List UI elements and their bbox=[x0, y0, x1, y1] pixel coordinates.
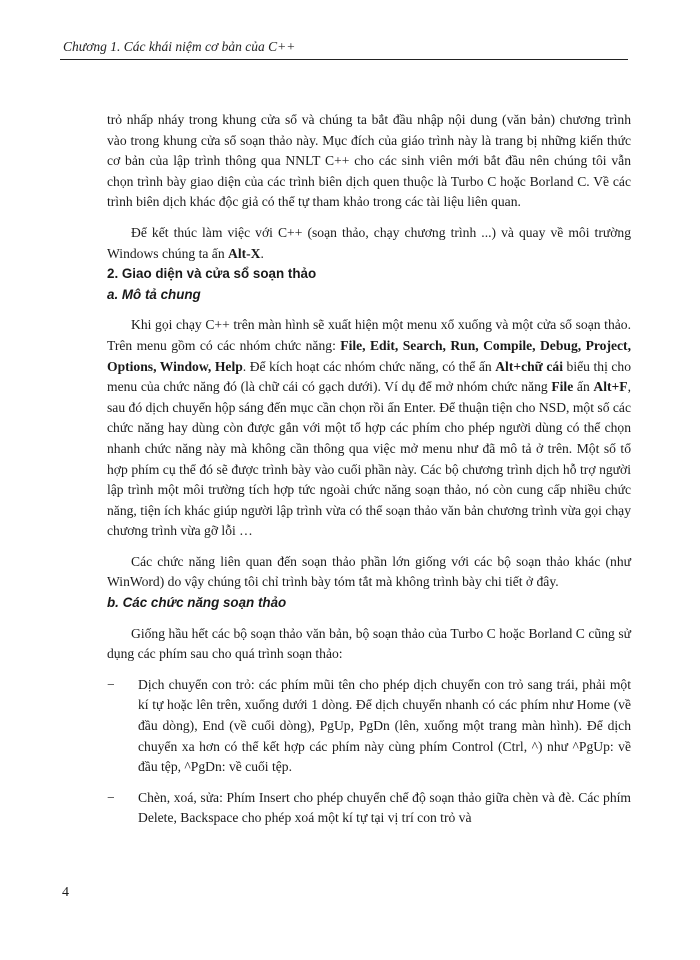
key-combination: Alt+F bbox=[593, 379, 628, 395]
page-number: 4 bbox=[62, 885, 69, 900]
menu-group-list: File, Edit, Search, Run, Compile, Debug, Project, Options, Window, Help bbox=[107, 337, 631, 374]
page-body bbox=[107, 110, 631, 829]
key-combination: Alt-X bbox=[228, 245, 261, 261]
paragraph-text: Khi gọi chạy C++ trên màn hình sẽ xuất hiện một menu xổ xuống và một cửa sổ soạn thảo. Trên menu gồm có các nhóm chức năng: bbox=[107, 317, 631, 353]
header-rule bbox=[60, 59, 628, 60]
menu-name: File bbox=[551, 379, 574, 395]
paragraph-text: Để kết thúc làm việc với C++ (soạn thảo, chạy chương trình ...) và quay về môi trường Windows chúng ta ấn bbox=[107, 224, 631, 261]
editing-keys-list bbox=[107, 675, 631, 829]
list-item bbox=[107, 675, 631, 778]
list-item-text: Chèn, xoá, sửa: Phím Insert cho phép chuyển chế độ soạn thảo giữa chèn và đè. Các phím Delete, Backspace cho phép xoá một kí tự tại vị trí con trỏ và bbox=[138, 789, 631, 826]
dash-bullet: − bbox=[107, 789, 115, 805]
section-heading: 2. Giao diện và cửa sổ soạn thảo bbox=[107, 266, 317, 282]
paragraph-continuation: trỏ nhấp nháy trong khung cửa sổ và chúng ta bắt đầu nhập nội dung (văn bản) chương trình vào trong khung cửa sổ soạn thảo này. Mục đích của giáo trình này là trang bị những kiến thức cơ bản của lập trình thông qua NNLT C++ cho các sinh viên mới bắt đầu nên chúng tôi vẫn chọn trình bày giao diện của các trình biên dịch quen thuộc là Turbo C hoặc Borland C. Về các trình biên dịch khác độc giả có thể tự tham khảo trong các tài liệu liên quan. bbox=[107, 112, 631, 210]
subsection-heading-a: a. Mô tả chung bbox=[107, 286, 201, 302]
paragraph-editing-summary: Các chức năng liên quan đến soạn thảo phần lớn giống với các bộ soạn thảo khác (như WinWord) do vậy chúng tôi chỉ trình bày tóm tắt mà không trình bày chi tiết ở đây. bbox=[107, 553, 631, 590]
paragraph-exit-instruction bbox=[107, 223, 631, 264]
paragraph-text: . bbox=[260, 245, 264, 261]
paragraph-editor-keys: Giống hầu hết các bộ soạn thảo văn bản, bộ soạn thảo của Turbo C hoặc Borland C cũng sử dụng các phím sau cho quá trình soạn thảo: bbox=[107, 625, 631, 662]
dash-bullet: − bbox=[107, 676, 115, 692]
list-item bbox=[107, 788, 631, 829]
subsection-heading-b: b. Các chức năng soạn thảo bbox=[107, 595, 287, 611]
running-header-title: Chương 1. Các khái niệm cơ bản của C++ bbox=[63, 39, 296, 54]
paragraph-text: biểu thị cho menu của chức năng đó (là chữ cái có gạch dưới). Ví dụ để mở nhóm chức năng bbox=[107, 358, 632, 395]
paragraph-text: , sau đó dịch chuyển hộp sáng đến mục cần chọn rồi ấn Enter. Để thuận tiện cho NSD, một số các chức năng hay dùng còn được gắn với một tổ hợp các phím cho phép người dùng có thể chọn nhanh chức năng này mà không cần thông qua việc mở menu như đã mô tả ở trên. Một số tổ hợp phím cụ thể đó sẽ được trình bày vào cuối phần này. Các bộ chương trình dịch hỗ trợ người lập trình một môi trường tích hợp tức ngoài chức năng soạn thảo, nó còn cung cấp nhiều chức năng, tiện ích khác giúp người lập trình vừa có thể soạn thảo văn bản chương trình vừa gọi chạy chương trình vừa gỡ lỗi … bbox=[107, 379, 631, 539]
list-item-text: Dịch chuyển con trỏ: các phím mũi tên cho phép dịch chuyển con trỏ sang trái, phải một kí tự hoặc lên trên, xuống dưới 1 dòng. Để dịch chuyển nhanh có các phím như Home (về đầu dòng), End (về cuối dòng), PgUp, PgDn (lên, xuống một trang màn hình). Để dịch chuyển xa hơn có thể kết hợp các phím này cùng phím Control (Ctrl, ^) như ^PgUp: về đầu tệp, ^PgDn: về cuối tệp. bbox=[138, 676, 631, 775]
paragraph-text: . Để kích hoạt các nhóm chức năng, có thể ấn bbox=[242, 358, 496, 374]
paragraph-menu-description bbox=[107, 315, 631, 542]
key-combination: Alt+chữ cái bbox=[495, 358, 563, 374]
paragraph-text: ấn bbox=[573, 379, 594, 395]
